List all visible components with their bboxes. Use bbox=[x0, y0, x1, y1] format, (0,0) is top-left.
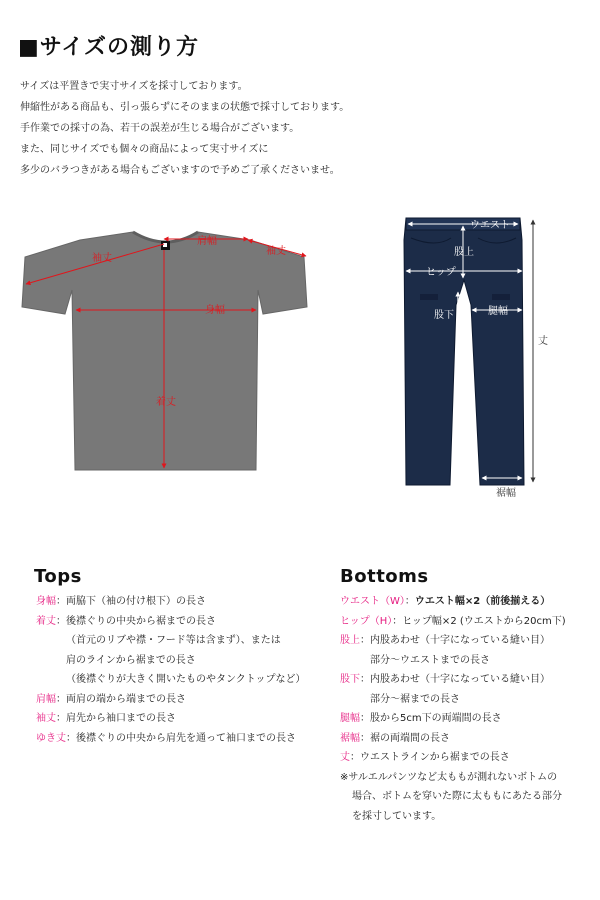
separator: ： bbox=[360, 713, 370, 724]
list-item bbox=[340, 612, 566, 632]
separator: ： bbox=[56, 596, 66, 607]
list-item bbox=[36, 729, 306, 749]
tshirt-diagram bbox=[20, 222, 320, 484]
list-item bbox=[340, 651, 566, 671]
term: 肩幅 bbox=[36, 693, 56, 705]
description: 肩先から袖口までの長さ bbox=[66, 713, 176, 724]
intro-line: サイズは平置きで実寸サイズを採寸しております。 bbox=[20, 81, 248, 92]
shoulder-label: 肩幅 bbox=[197, 236, 217, 247]
term: 股上 bbox=[340, 635, 360, 646]
inseam-label: 股下 bbox=[434, 310, 454, 321]
separator: ： bbox=[66, 732, 76, 744]
intro-line: 手作業での採寸の為、若干の誤差が生じる場合がございます。 bbox=[20, 123, 300, 134]
list-item bbox=[36, 690, 306, 710]
term: ウエスト（W） bbox=[340, 596, 405, 607]
description: ヒップ幅×2 (ウエストから20cm下) bbox=[402, 615, 566, 627]
description: 裾の両端間の長さ bbox=[370, 732, 450, 744]
description: 股から5cm下の両端間の長さ bbox=[370, 713, 502, 724]
separator: ： bbox=[56, 713, 66, 724]
description: ウエストラインから裾までの長さ bbox=[360, 752, 510, 763]
term: 腿幅 bbox=[340, 713, 360, 724]
pants-shape bbox=[404, 218, 524, 485]
term: 裾幅 bbox=[340, 732, 360, 744]
hip-label: ヒップ bbox=[426, 267, 456, 278]
tops-heading: Tops bbox=[34, 566, 82, 587]
description: 両肩の端から端までの長さ bbox=[66, 693, 186, 705]
term: ゆき丈 bbox=[36, 732, 66, 744]
list-item bbox=[36, 631, 306, 651]
list-item bbox=[340, 787, 566, 807]
separator: ： bbox=[350, 752, 360, 763]
list-item bbox=[36, 592, 306, 612]
list-item bbox=[36, 709, 306, 729]
body-width-label: 身幅 bbox=[205, 305, 225, 316]
description: 両脇下（袖の付け根下）の長さ bbox=[66, 596, 206, 607]
separator: ： bbox=[56, 693, 66, 705]
intro-line: 多少のバラつきがある場合もございますので予めご了承くださいませ。 bbox=[20, 165, 340, 176]
description: 場合、ボトムを穿いた際に太ももにあたる部分 bbox=[352, 791, 562, 802]
hem-label: 裾幅 bbox=[496, 488, 516, 499]
term: 股下 bbox=[340, 674, 360, 685]
description: （後襟ぐりが大きく開いたものやタンクトップなど） bbox=[66, 674, 306, 685]
intro-line: 伸縮性がある商品も、引っ張らずにそのままの状態で採寸しております。 bbox=[20, 102, 350, 113]
term: 着丈 bbox=[36, 615, 56, 627]
description: 後襟ぐりの中央から肩先を通って袖口までの長さ bbox=[76, 732, 296, 744]
description: 肩のラインから裾までの長さ bbox=[66, 654, 196, 666]
term: 袖丈 bbox=[36, 713, 56, 724]
description: ウエスト幅×2（前後揃える） bbox=[414, 596, 551, 607]
tops-list bbox=[36, 592, 306, 748]
description: 部分～ウエストまでの長さ bbox=[370, 654, 490, 666]
list-item bbox=[340, 592, 566, 612]
waist-label: ウエスト bbox=[470, 220, 510, 231]
thigh-label: 腿幅 bbox=[488, 306, 508, 317]
bottoms-heading: Bottoms bbox=[340, 566, 429, 587]
intro-line: また、同じサイズでも個々の商品によって実寸サイズに bbox=[20, 144, 269, 155]
rise-label: 股上 bbox=[454, 247, 474, 258]
list-item bbox=[36, 651, 306, 671]
list-item bbox=[340, 807, 566, 827]
intro-text bbox=[20, 76, 580, 181]
term: 丈 bbox=[340, 752, 350, 763]
description: 後襟ぐりの中央から裾までの長さ bbox=[66, 615, 216, 627]
sleeve-right-label: 袖丈 bbox=[266, 246, 286, 257]
list-item bbox=[340, 729, 566, 749]
separator: ： bbox=[360, 674, 370, 685]
list-item bbox=[340, 709, 566, 729]
length-label: 丈 bbox=[538, 336, 548, 347]
list-item bbox=[36, 612, 306, 632]
separator: ： bbox=[360, 732, 370, 744]
separator: ： bbox=[392, 615, 403, 627]
length-label: 着丈 bbox=[156, 397, 176, 408]
list-item bbox=[36, 670, 306, 690]
bottoms-list bbox=[340, 592, 566, 826]
term: ヒップ（H） bbox=[340, 615, 393, 627]
description: （首元のリブや襟・フード等は含まず）、または bbox=[66, 635, 281, 646]
description: 部分～裾までの長さ bbox=[370, 693, 460, 705]
description: を採寸しています。 bbox=[352, 810, 442, 822]
separator: ： bbox=[404, 596, 415, 607]
description: 内股あわせ（十字になっている縫い目） bbox=[370, 635, 550, 646]
list-item bbox=[340, 748, 566, 768]
description: 内股あわせ（十字になっている縫い目） bbox=[370, 674, 550, 685]
list-item bbox=[340, 690, 566, 710]
page-title: ■サイズの測り方 bbox=[18, 35, 200, 60]
list-item bbox=[340, 670, 566, 690]
description: ※サルエルパンツなど太ももが測れないボトムの bbox=[340, 771, 558, 783]
separator: ： bbox=[360, 635, 370, 646]
list-item bbox=[340, 631, 566, 651]
separator: ： bbox=[56, 615, 66, 627]
sleeve-left-label: 袖丈 bbox=[92, 253, 112, 264]
pants-diagram bbox=[396, 210, 566, 510]
term: 身幅 bbox=[36, 596, 56, 607]
list-item bbox=[340, 768, 566, 788]
